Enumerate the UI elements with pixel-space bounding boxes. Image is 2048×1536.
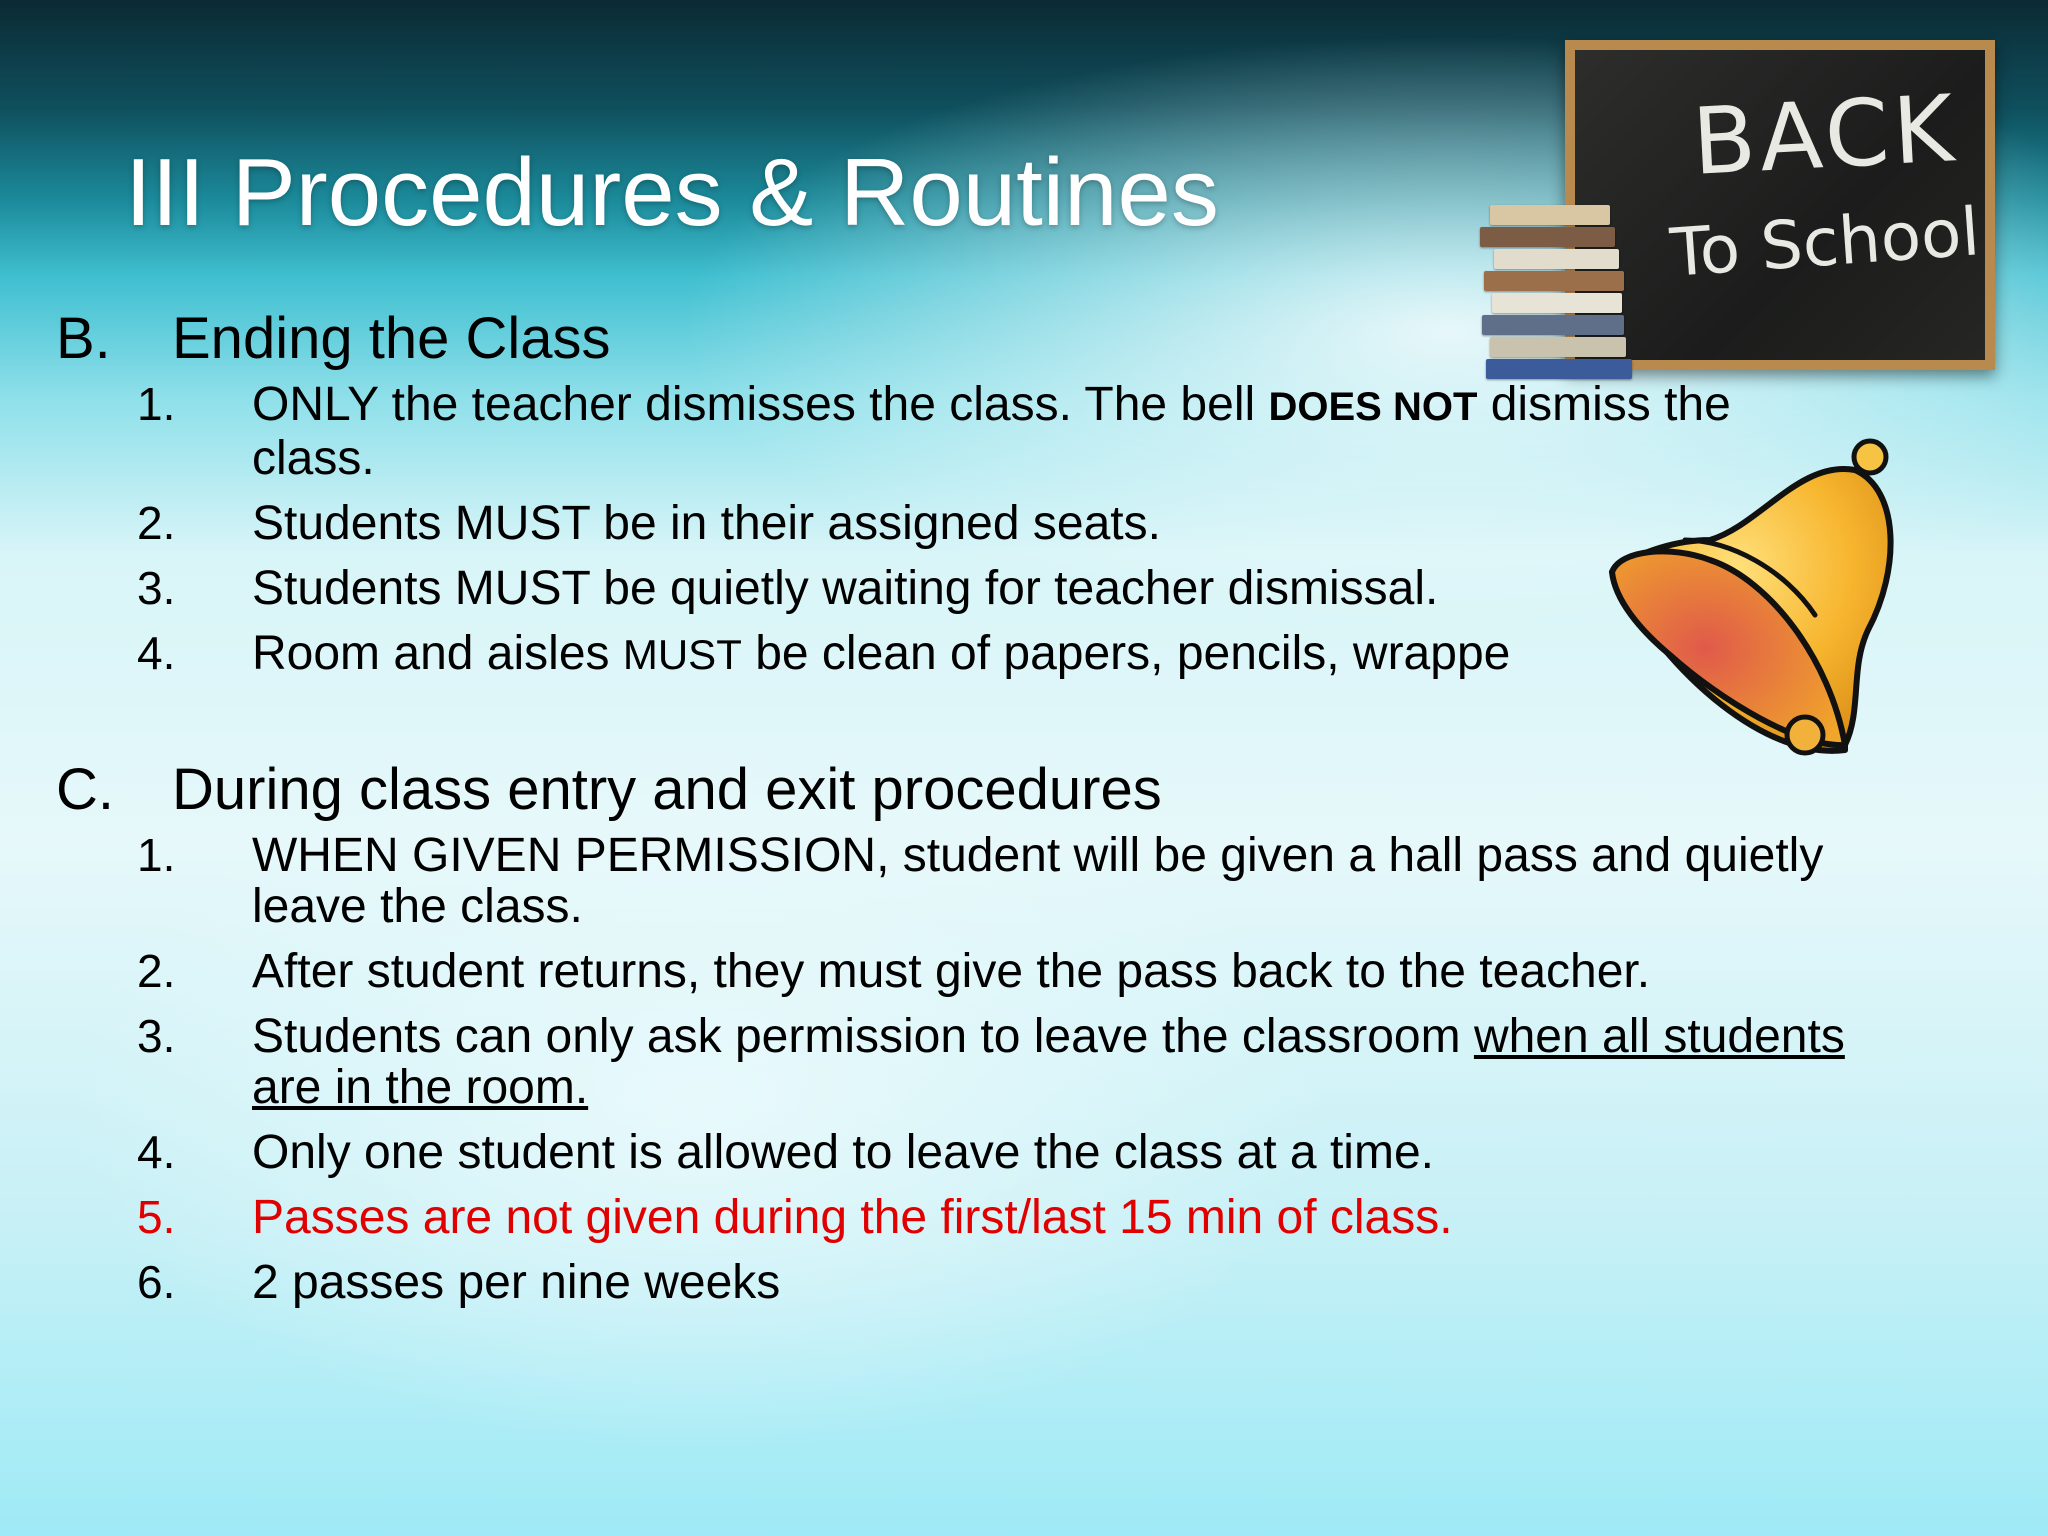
item-number: 4. — [137, 627, 176, 679]
emphasis-text: DOES NOT — [1268, 385, 1478, 429]
section-title: Ending the Class — [172, 306, 611, 371]
section-letter: B. — [56, 306, 111, 371]
chalkboard-line-2: To School — [1667, 193, 1983, 292]
section-letter: C. — [56, 757, 114, 822]
item-number: 3. — [137, 1010, 176, 1062]
item-number: 2. — [137, 497, 176, 549]
underlined-text: when all students are in the room. — [252, 1010, 1845, 1114]
item-text: Students MUST be quietly waiting for teacher dismissal. — [252, 562, 1439, 615]
item-number: 6. — [137, 1256, 176, 1308]
item-number: 5. — [137, 1191, 176, 1243]
list-item — [0, 1011, 1900, 1113]
item-number: 4. — [137, 1126, 176, 1178]
item-number: 3. — [137, 562, 176, 614]
slide-title: III Procedures & Routines — [125, 139, 1219, 246]
list-item — [0, 946, 1900, 997]
section-title: During class entry and exit procedures — [172, 757, 1162, 822]
item-text: 2 passes per nine weeks — [252, 1256, 781, 1309]
item-text: Room and aisles MUST be clean of papers, pencils, wrappe — [252, 627, 1511, 680]
item-text: After student returns, they must give the pass back to the teacher. — [252, 945, 1651, 998]
item-number: 2. — [137, 945, 176, 997]
item-text: Students MUST be in their assigned seats. — [252, 497, 1161, 550]
item-text: Students can only ask permission to leave the classroom when all students are in the room. — [252, 1010, 1845, 1114]
list-item — [0, 1127, 1900, 1178]
chalkboard-line-1: BACK — [1689, 75, 1961, 196]
item-text: Passes are not given during the first/last 15 min of class. — [252, 1191, 1453, 1244]
item-number: 1. — [137, 829, 176, 881]
list-item-highlighted — [0, 1192, 1900, 1243]
item-text: Only one student is allowed to leave the class at a time. — [252, 1126, 1434, 1179]
bell-icon — [1600, 430, 1900, 775]
item-text: ONLY the teacher dismisses the class. The bell DOES NOT dismiss the class. — [252, 378, 1731, 485]
item-text: WHEN GIVEN PERMISSION, student will be given a hall pass and quietly leave the class. — [252, 829, 1824, 933]
list-item — [0, 1257, 1900, 1308]
section-c — [0, 756, 1900, 1308]
item-number: 1. — [137, 378, 176, 430]
chalkboard-text — [1665, 75, 1985, 292]
section-heading — [0, 305, 1900, 377]
list-item — [0, 830, 1900, 932]
